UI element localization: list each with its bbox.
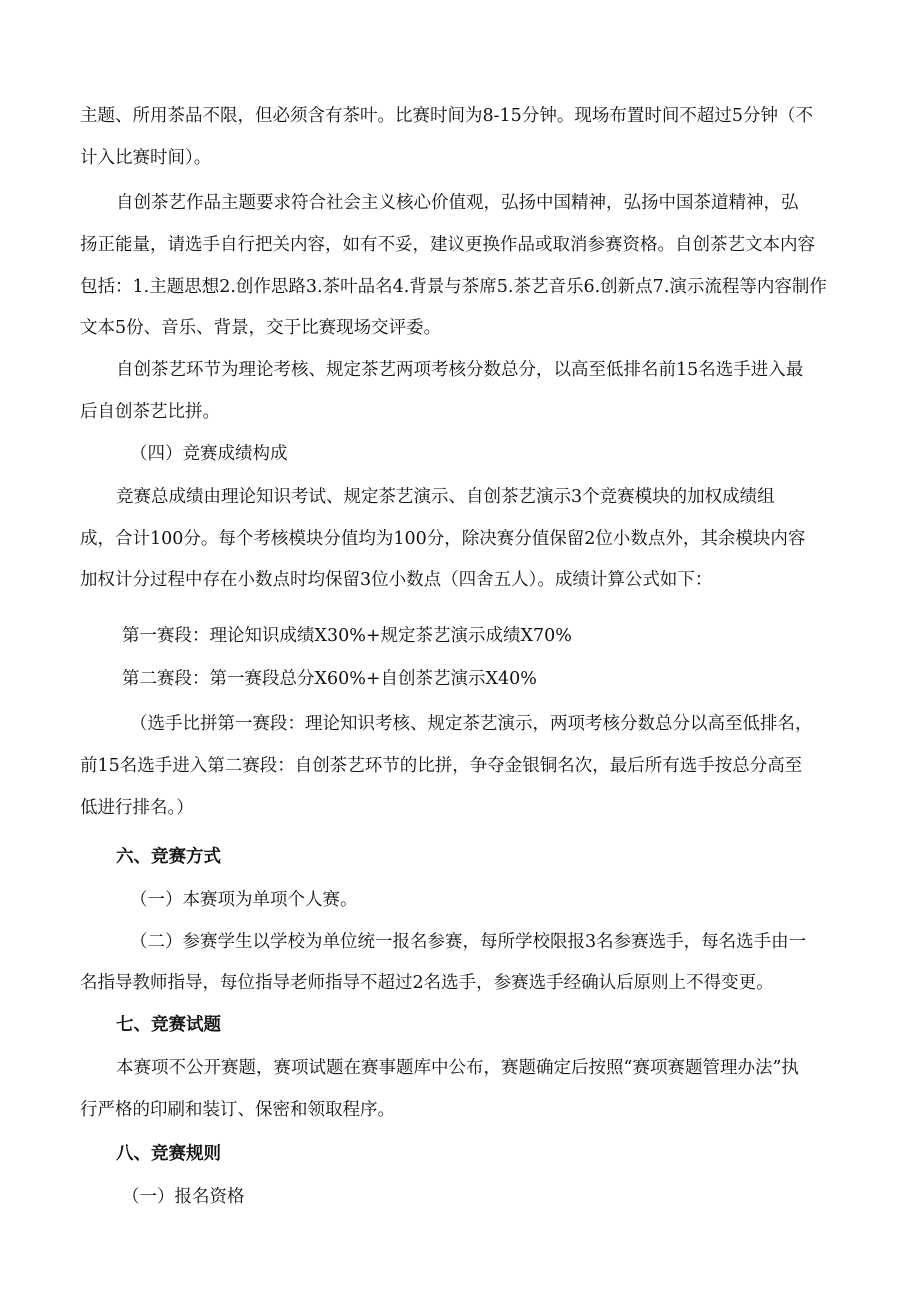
text-line: 低进行排名。） bbox=[80, 798, 194, 818]
text-line: 文本5份、音乐、背景，交于比赛现场交评委。 bbox=[80, 318, 442, 338]
text-line: 成，合计100分。每个考核模块分值均为100分，除决赛分值保留2位小数点外，其余模块内容 bbox=[80, 529, 806, 549]
text-line: 第一赛段：理论知识成绩X30%+规定茶艺演示成绩X70% bbox=[122, 626, 572, 646]
text-line: 扬正能量，请选手自行把关内容，如有不妥，建议更换作品或取消参赛资格。自创茶艺文本内容 bbox=[80, 235, 815, 255]
text-line: 自创茶艺环节为理论考核、规定茶艺两项考核分数总分，以高至低排名前15名选手进入最 bbox=[116, 360, 804, 380]
text-line: 包括：1.主题思想2.创作思路3.茶叶品名4.背景与茶席5.茶艺音乐6.创新点7.演示流程等内容制作 bbox=[80, 277, 827, 297]
section-heading-text: 七、竞赛试题 bbox=[116, 1015, 221, 1035]
text-line: 第二赛段：第一赛段总分X60%+自创茶艺演示X40% bbox=[122, 669, 537, 689]
section-heading-text: 八、竞赛规则 bbox=[116, 1144, 221, 1164]
text-line: 名指导教师指导，每位指导老师指导不超过2名选手，参赛选手经确认后原则上不得变更。 bbox=[80, 973, 774, 993]
text-line: 自创茶艺作品主题要求符合社会主义核心价值观，弘扬中国精神，弘扬中国茶道精神，弘 bbox=[116, 193, 799, 213]
text-line: 前15名选手进入第二赛段：自创茶艺环节的比拼，争夺金银铜名次，最后所有选手按总分高至 bbox=[80, 756, 803, 776]
text-line: （四）竞赛成绩构成 bbox=[130, 444, 288, 464]
text-line: （一）报名资格 bbox=[122, 1187, 245, 1207]
text-line: （一）本赛项为单项个人赛。 bbox=[130, 890, 358, 910]
text-line: 主题、所用茶品不限，但必须含有茶叶。比赛时间为8-15分钟。现场布置时间不超过5分钟（不 bbox=[80, 106, 813, 126]
text-line: 行严格的印刷和装订、保密和领取程序。 bbox=[80, 1100, 395, 1120]
text-line: （选手比拼第一赛段：理论知识考核、规定茶艺演示，两项考核分数总分以高至低排名， bbox=[130, 714, 813, 734]
text-line: 竞赛总成绩由理论知识考试、规定茶艺演示、自创茶艺演示3个竞赛模块的加权成绩组 bbox=[116, 487, 775, 507]
text-line: （二）参赛学生以学校为单位统一报名参赛，每所学校限报3名参赛选手，每名选手由一 bbox=[130, 932, 807, 952]
text-line: 本赛项不公开赛题，赛项试题在赛事题库中公布，赛题确定后按照“赛项赛题管理办法”执 bbox=[116, 1058, 799, 1078]
section-heading-text: 六、竞赛方式 bbox=[116, 847, 221, 867]
text-line: 后自创茶艺比拼。 bbox=[80, 402, 220, 422]
text-line: 计入比赛时间）。 bbox=[80, 148, 212, 168]
text-line: 加权计分过程中存在小数点时均保留3位小数点（四舍五人）。成绩计算公式如下： bbox=[80, 570, 713, 590]
